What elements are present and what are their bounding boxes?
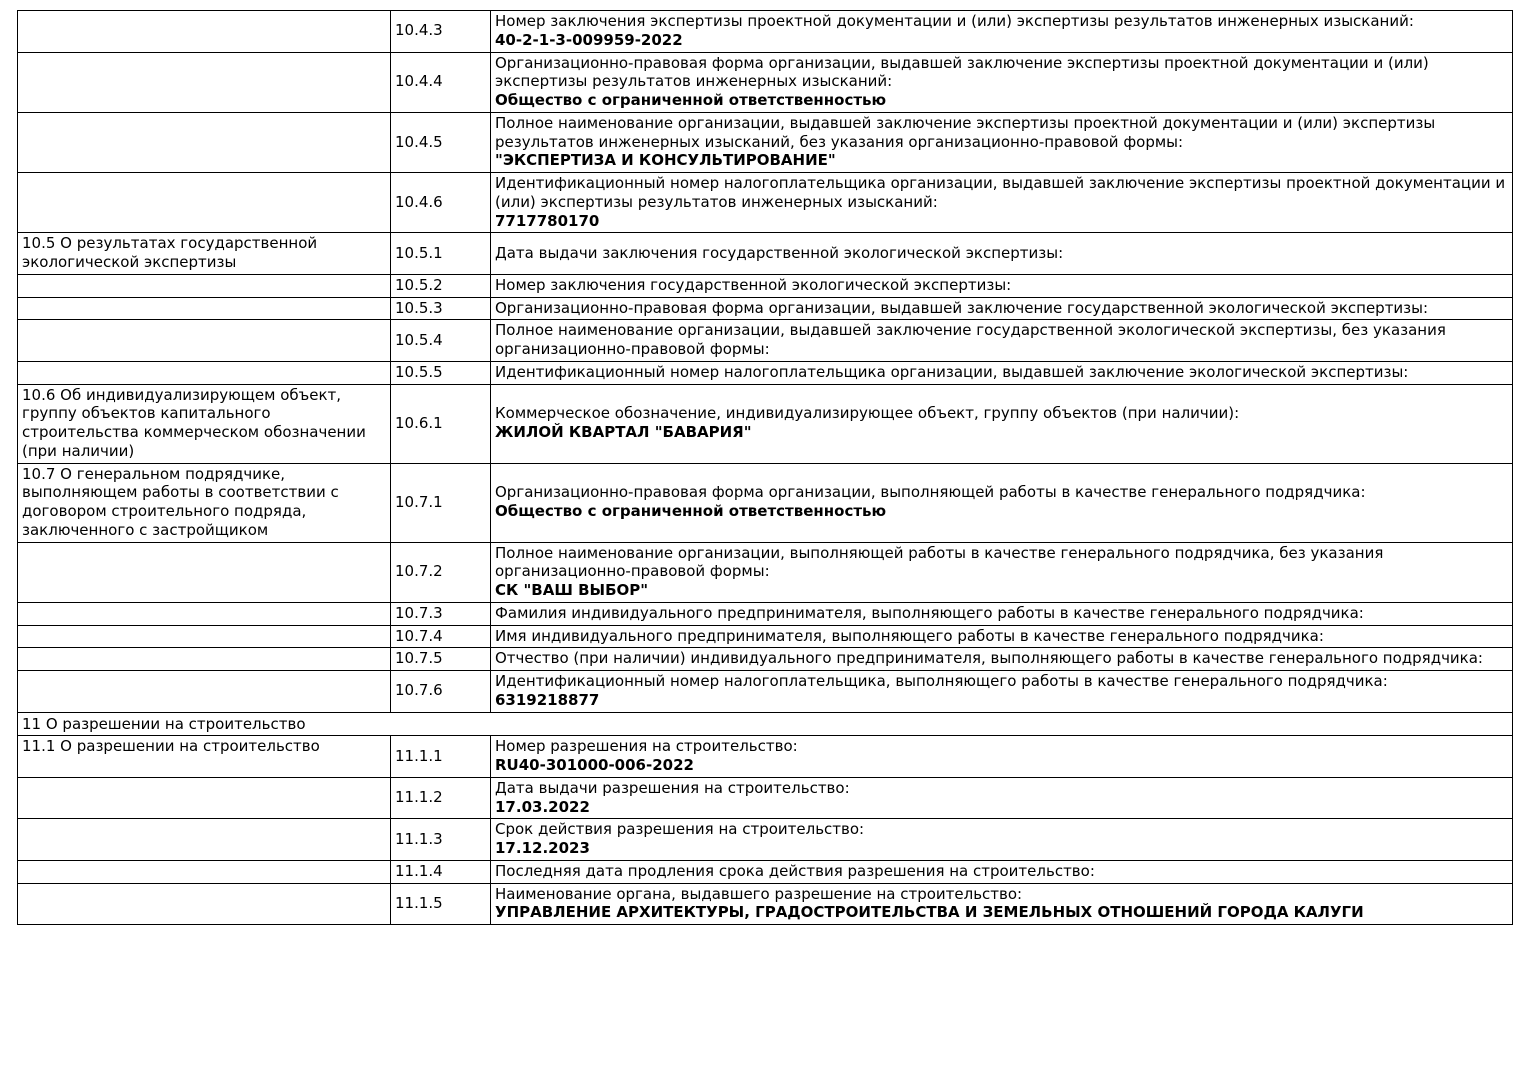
section-cell bbox=[18, 274, 391, 297]
content-cell bbox=[491, 883, 1513, 925]
table-row bbox=[18, 712, 1513, 736]
item-code-cell: 10.6.1 bbox=[391, 384, 491, 463]
field-value: УПРАВЛЕНИЕ АРХИТЕКТУРЫ, ГРАДОСТРОИТЕЛЬСТВА И ЗЕМЕЛЬНЫХ ОТНОШЕНИЙ ГОРОДА КАЛУГИ bbox=[495, 903, 1364, 922]
content-cell bbox=[491, 361, 1513, 384]
section-cell bbox=[18, 819, 391, 861]
field-value: Общество с ограниченной ответственностью bbox=[495, 91, 887, 109]
table-row bbox=[18, 173, 1513, 233]
field-label: Номер разрешения на строительство: bbox=[495, 737, 798, 756]
section-cell bbox=[18, 860, 391, 883]
field-label: Полное наименование организации, выполняющей работы в качестве генерального подрядчика, без указания организационно-правовой формы: bbox=[495, 543, 1384, 581]
field-label: Дата выдачи заключения государственной экологической экспертизы: bbox=[495, 243, 1064, 262]
table-row bbox=[18, 671, 1513, 713]
table-body bbox=[18, 11, 1513, 925]
field-label: Срок действия разрешения на строительство: bbox=[495, 820, 865, 839]
content-cell bbox=[491, 777, 1513, 819]
content-cell bbox=[491, 320, 1513, 362]
field-label: Организационно-правовая форма организации, выдавшей заключение государственной экологической экспертизы: bbox=[495, 298, 1429, 317]
item-code-cell: 10.7.1 bbox=[391, 463, 491, 542]
table-row bbox=[18, 463, 1513, 542]
section-cell bbox=[18, 52, 391, 112]
field-label: Идентификационный номер налогоплательщика, выполняющего работы в качестве генерального подрядчика: bbox=[495, 672, 1388, 690]
section-cell bbox=[18, 361, 391, 384]
content-cell bbox=[491, 384, 1513, 463]
field-value: 6319218877 bbox=[495, 690, 600, 709]
item-code-cell: 10.5.1 bbox=[391, 233, 491, 275]
table-row bbox=[18, 274, 1513, 297]
field-value: 17.12.2023 bbox=[495, 839, 590, 857]
section-cell bbox=[18, 297, 391, 320]
item-code-cell: 10.4.6 bbox=[391, 173, 491, 233]
item-code-cell: 11.1.4 bbox=[391, 860, 491, 883]
field-label: Имя индивидуального предпринимателя, выполняющего работы в качестве генерального подрядчика: bbox=[495, 626, 1324, 645]
content-cell bbox=[491, 173, 1513, 233]
section-cell: 10.5 О результатах государственной экологической экспертизы bbox=[18, 233, 391, 275]
section-header-cell: 11 О разрешении на строительство bbox=[18, 712, 1513, 736]
field-value: 17.03.2022 bbox=[495, 797, 590, 816]
item-code-cell: 10.7.5 bbox=[391, 648, 491, 671]
section-cell: 10.6 Об индивидуализирующем объект, группу объектов капитального строительства коммерческом обозначении (при наличии) bbox=[18, 384, 391, 463]
content-cell bbox=[491, 625, 1513, 648]
field-label: Номер заключения экспертизы проектной документации и (или) экспертизы результатов инженерных изысканий: bbox=[495, 12, 1414, 30]
table-row bbox=[18, 648, 1513, 671]
content-cell bbox=[491, 542, 1513, 602]
table-row bbox=[18, 320, 1513, 362]
section-cell bbox=[18, 625, 391, 648]
item-code-cell: 10.5.3 bbox=[391, 297, 491, 320]
field-label: Фамилия индивидуального предпринимателя, выполняющего работы в качестве генерального подрядчика: bbox=[495, 603, 1364, 622]
field-value: "ЭКСПЕРТИЗА И КОНСУЛЬТИРОВАНИЕ" bbox=[495, 151, 836, 170]
section-cell bbox=[18, 173, 391, 233]
content-cell bbox=[491, 671, 1513, 713]
item-code-cell: 11.1.2 bbox=[391, 777, 491, 819]
project-declaration-table bbox=[17, 10, 1513, 925]
content-cell bbox=[491, 297, 1513, 320]
field-label: Дата выдачи разрешения на строительство: bbox=[495, 778, 850, 797]
field-label: Идентификационный номер налогоплательщика организации, выдавшей заключение экспертизы проектной документации и (или) экспертизы результатов инженерных изысканий: bbox=[495, 174, 1506, 211]
table-row bbox=[18, 883, 1513, 925]
section-cell bbox=[18, 602, 391, 625]
field-label: Номер заключения государственной экологической экспертизы: bbox=[495, 275, 1012, 294]
item-code-cell: 10.7.3 bbox=[391, 602, 491, 625]
content-cell bbox=[491, 11, 1513, 53]
field-label: Коммерческое обозначение, индивидуализирующее объект, группу объектов (при наличии): bbox=[495, 404, 1240, 423]
field-value: ЖИЛОЙ КВАРТАЛ "БАВАРИЯ" bbox=[495, 423, 752, 441]
content-cell bbox=[491, 463, 1513, 542]
item-code-cell: 10.5.5 bbox=[391, 361, 491, 384]
table-row bbox=[18, 860, 1513, 883]
section-cell: 10.7 О генеральном подрядчике, выполняющем работы в соответствии с договором строительного подряда, заключенного с застройщиком bbox=[18, 463, 391, 542]
content-cell bbox=[491, 233, 1513, 275]
table-row bbox=[18, 602, 1513, 625]
item-code-cell: 10.7.2 bbox=[391, 542, 491, 602]
field-label: Отчество (при наличии) индивидуального предпринимателя, выполняющего работы в качестве генерального подрядчика: bbox=[495, 649, 1483, 668]
content-cell bbox=[491, 736, 1513, 778]
field-value: RU40-301000-006-2022 bbox=[495, 756, 694, 774]
field-label: Полное наименование организации, выдавшей заключение государственной экологической экспертизы, без указания организационно-правовой формы: bbox=[495, 321, 1446, 358]
content-cell bbox=[491, 819, 1513, 861]
field-value: 7717780170 bbox=[495, 211, 600, 230]
content-cell bbox=[491, 860, 1513, 883]
field-label: Организационно-правовая форма организации, выдавшей заключение экспертизы проектной документации и (или) экспертизы результатов инженерных изысканий: bbox=[495, 53, 1429, 91]
table-row bbox=[18, 233, 1513, 275]
field-label: Наименование органа, выдавшего разрешение на строительство: bbox=[495, 884, 1023, 903]
content-cell bbox=[491, 274, 1513, 297]
table-row bbox=[18, 52, 1513, 112]
item-code-cell: 10.5.4 bbox=[391, 320, 491, 362]
item-code-cell: 10.7.4 bbox=[391, 625, 491, 648]
field-value: Общество с ограниченной ответственностью bbox=[495, 502, 887, 520]
table-row bbox=[18, 777, 1513, 819]
section-cell bbox=[18, 542, 391, 602]
field-value: 40-2-1-3-009959-2022 bbox=[495, 30, 683, 49]
field-label: Организационно-правовая форма организации, выполняющей работы в качестве генерального подрядчика: bbox=[495, 483, 1366, 502]
section-cell bbox=[18, 777, 391, 819]
item-code-cell: 10.4.3 bbox=[391, 11, 491, 53]
table-row bbox=[18, 297, 1513, 320]
content-cell bbox=[491, 52, 1513, 112]
content-cell bbox=[491, 602, 1513, 625]
table-row bbox=[18, 542, 1513, 602]
section-cell bbox=[18, 320, 391, 362]
item-code-cell: 11.1.1 bbox=[391, 736, 491, 778]
table-row bbox=[18, 112, 1513, 172]
table-row bbox=[18, 11, 1513, 53]
section-cell bbox=[18, 11, 391, 53]
item-code-cell: 10.7.6 bbox=[391, 671, 491, 713]
table-row bbox=[18, 361, 1513, 384]
field-label: Идентификационный номер налогоплательщика организации, выдавшей заключение экологической экспертизы: bbox=[495, 362, 1409, 381]
table-row bbox=[18, 819, 1513, 861]
field-value: СК "ВАШ ВЫБОР" bbox=[495, 581, 649, 599]
section-cell bbox=[18, 883, 391, 925]
table-row bbox=[18, 384, 1513, 463]
item-code-cell: 11.1.3 bbox=[391, 819, 491, 861]
item-code-cell: 11.1.5 bbox=[391, 883, 491, 925]
item-code-cell: 10.4.5 bbox=[391, 112, 491, 172]
field-label: Полное наименование организации, выдавшей заключение экспертизы проектной документации и (или) экспертизы результатов инженерных изысканий, без указания организационно-правовой формы: bbox=[495, 113, 1436, 151]
item-code-cell: 10.5.2 bbox=[391, 274, 491, 297]
field-label: Последняя дата продления срока действия разрешения на строительство: bbox=[495, 861, 1095, 880]
section-cell: 11.1 О разрешении на строительство bbox=[18, 736, 391, 778]
section-cell bbox=[18, 112, 391, 172]
table-row bbox=[18, 736, 1513, 778]
section-cell bbox=[18, 648, 391, 671]
content-cell bbox=[491, 648, 1513, 671]
item-code-cell: 10.4.4 bbox=[391, 52, 491, 112]
table-row bbox=[18, 625, 1513, 648]
section-cell bbox=[18, 671, 391, 713]
content-cell bbox=[491, 112, 1513, 172]
